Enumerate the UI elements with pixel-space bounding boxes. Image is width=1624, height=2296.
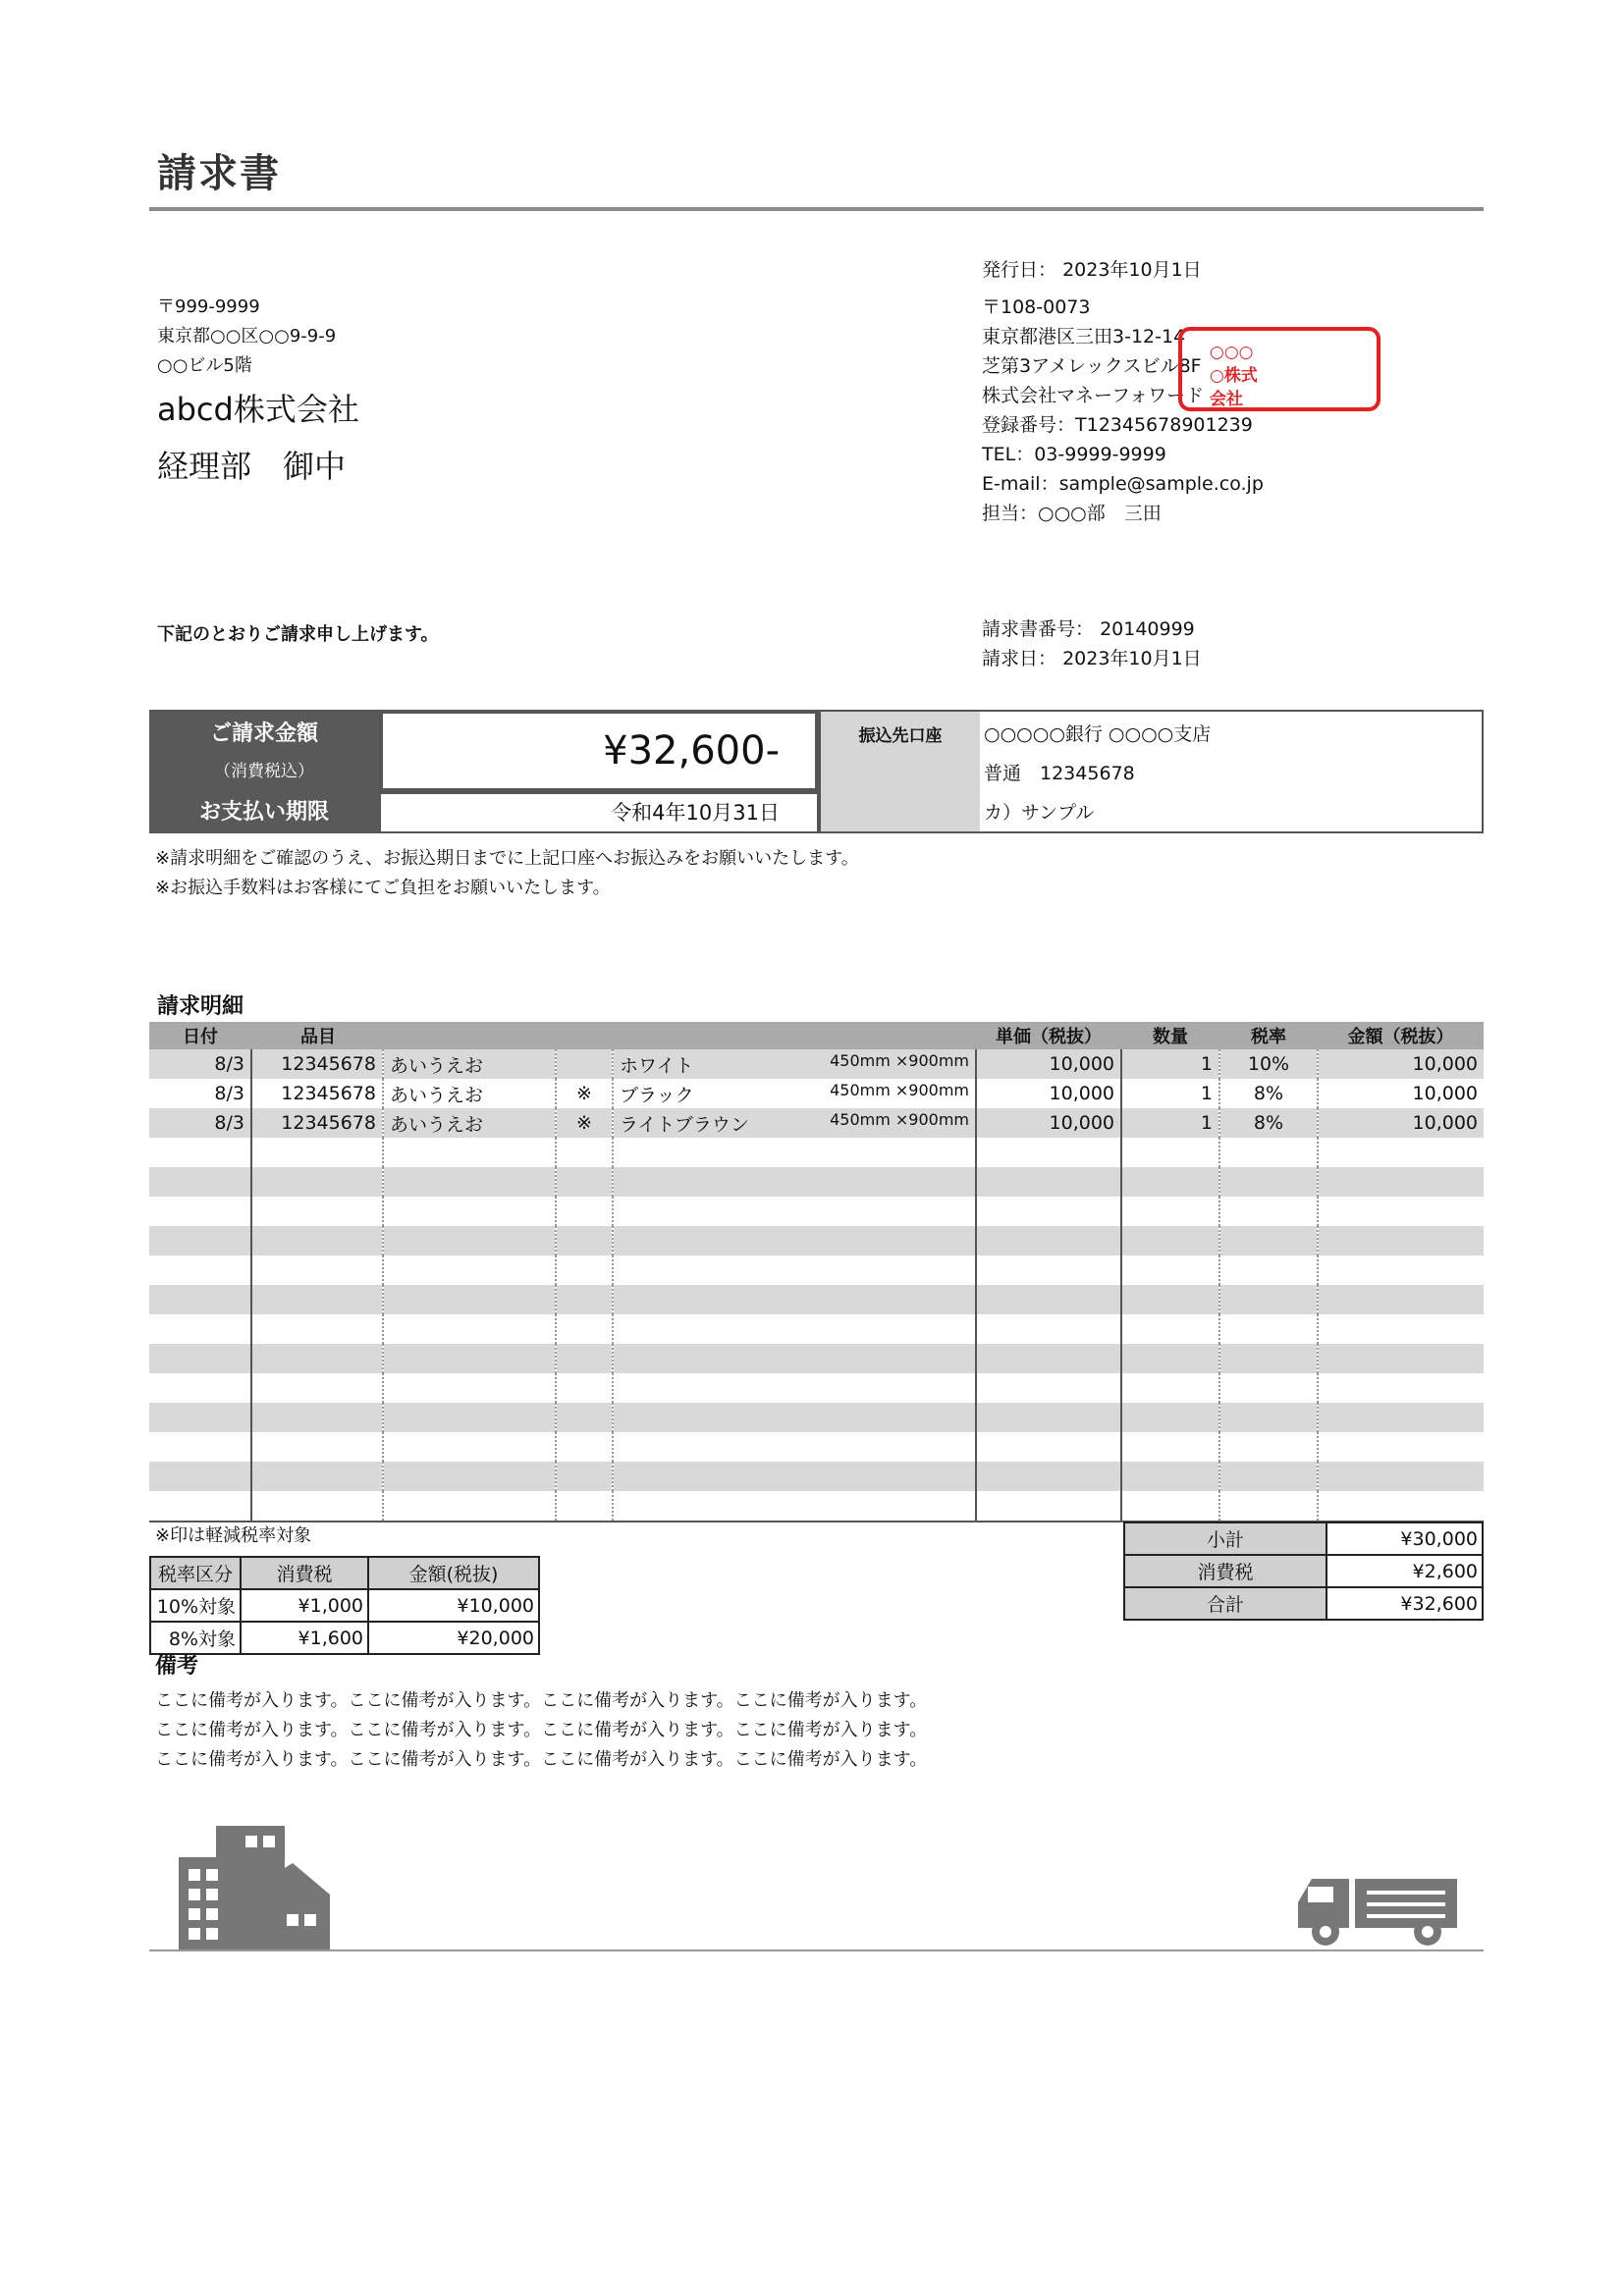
item-size: 450mm ×900mm — [830, 1080, 969, 1099]
cell-name: あいうえお — [383, 1079, 556, 1108]
item-color: ライトブラウン — [620, 1113, 749, 1136]
invoice-meta — [982, 614, 1202, 673]
tax-base-amount: ¥20,000 — [368, 1622, 539, 1654]
issuer-company: 株式会社マネーフォワード — [982, 385, 1205, 406]
cell-rate — [1219, 1255, 1318, 1285]
cell-date — [149, 1285, 251, 1314]
seal-line-3: 会社 — [1210, 390, 1243, 409]
due-date: 令和4年10月31日 — [379, 792, 819, 833]
table-row — [149, 1314, 1484, 1344]
cell-rate: 10% — [1219, 1049, 1318, 1079]
bank-box — [819, 710, 1484, 833]
cell-rate: 8% — [1219, 1079, 1318, 1108]
cell-color — [613, 1138, 976, 1167]
invoice-date-value: 2023年10月1日 — [1062, 648, 1202, 669]
bank-details — [984, 715, 1211, 832]
tax-base-amount: ¥10,000 — [368, 1589, 539, 1622]
cell-code — [251, 1462, 383, 1491]
issue-date-label: 発行日： — [982, 259, 1057, 281]
bank-label: 振込先口座 — [821, 712, 980, 831]
cell-amount — [1318, 1255, 1484, 1285]
cell-color — [613, 1491, 976, 1522]
cell-code — [251, 1255, 383, 1285]
cell-amount — [1318, 1344, 1484, 1373]
tax-breakdown-table — [149, 1556, 540, 1655]
cell-date — [149, 1344, 251, 1373]
cell-unit — [976, 1344, 1121, 1373]
cell-amount — [1318, 1491, 1484, 1522]
cell-amount — [1318, 1285, 1484, 1314]
tax-total-value: ¥2,600 — [1326, 1555, 1483, 1587]
cell-mark — [556, 1462, 613, 1491]
tax-col-amount: 金額(税抜) — [368, 1557, 539, 1589]
cell-name — [383, 1403, 556, 1432]
building-icon — [177, 1824, 334, 1949]
issuer-address-line2: 芝第3アメレックスビル8F — [982, 355, 1202, 377]
cell-qty: 1 — [1121, 1049, 1219, 1079]
cell-rate — [1219, 1432, 1318, 1462]
subtotal-value: ¥30,000 — [1326, 1522, 1483, 1555]
table-row — [149, 1403, 1484, 1432]
cell-qty — [1121, 1462, 1219, 1491]
col-quantity: 数量 — [1121, 1022, 1219, 1049]
cell-color — [613, 1314, 976, 1344]
cell-mark — [556, 1344, 613, 1373]
cell-rate — [1219, 1197, 1318, 1226]
cell-code: 12345678 — [251, 1079, 383, 1108]
table-row — [149, 1373, 1484, 1403]
cell-mark — [556, 1314, 613, 1344]
table-row — [149, 1167, 1484, 1197]
cell-unit: 10,000 — [976, 1108, 1121, 1138]
table-row — [149, 1197, 1484, 1226]
cell-mark: ※ — [556, 1108, 613, 1138]
tax-row — [150, 1622, 539, 1654]
cell-amount — [1318, 1373, 1484, 1403]
subtotal-label: 小計 — [1124, 1522, 1326, 1555]
cell-color — [613, 1197, 976, 1226]
table-row — [149, 1226, 1484, 1255]
cell-name — [383, 1226, 556, 1255]
cell-amount: 10,000 — [1318, 1079, 1484, 1108]
cell-date — [149, 1138, 251, 1167]
invoice-date-label: 請求日： — [982, 648, 1057, 669]
cell-qty — [1121, 1373, 1219, 1403]
cell-unit — [976, 1432, 1121, 1462]
intro-text: 下記のとおりご請求申し上げます。 — [157, 624, 439, 645]
table-row — [149, 1432, 1484, 1462]
cell-mark: ※ — [556, 1079, 613, 1108]
cell-rate — [1219, 1491, 1318, 1522]
client-address-line1: 東京都○○区○○9-9-9 — [157, 326, 337, 347]
issuer-tel: TEL：03-9999-9999 — [982, 444, 1166, 465]
cell-color — [613, 1167, 976, 1197]
cell-mark — [556, 1197, 613, 1226]
cell-rate — [1219, 1373, 1318, 1403]
truck-icon — [1294, 1873, 1461, 1949]
table-row — [149, 1138, 1484, 1167]
cell-code: 12345678 — [251, 1049, 383, 1079]
item-color: ブラック — [620, 1084, 694, 1106]
seal-line-2: ○株式 — [1210, 366, 1258, 386]
cell-qty — [1121, 1138, 1219, 1167]
table-row — [149, 1255, 1484, 1285]
table-row — [149, 1285, 1484, 1314]
cell-amount — [1318, 1432, 1484, 1462]
cell-unit — [976, 1491, 1121, 1522]
payment-notes — [155, 844, 859, 903]
cell-unit — [976, 1138, 1121, 1167]
tax-value: ¥1,600 — [241, 1622, 368, 1654]
cell-name — [383, 1432, 556, 1462]
cell-unit — [976, 1373, 1121, 1403]
cell-color — [613, 1344, 976, 1373]
cell-amount — [1318, 1226, 1484, 1255]
cell-name: あいうえお — [383, 1108, 556, 1138]
remarks-line: ここに備考が入ります。ここに備考が入ります。ここに備考が入ります。ここに備考が入ります。 — [155, 1720, 928, 1740]
item-size: 450mm ×900mm — [830, 1109, 969, 1129]
cell-mark — [556, 1285, 613, 1314]
cell-amount — [1318, 1197, 1484, 1226]
cell-code — [251, 1432, 383, 1462]
footer-divider — [149, 1949, 1484, 1951]
cell-rate — [1219, 1285, 1318, 1314]
grand-total-value: ¥32,600 — [1326, 1587, 1483, 1620]
amount-tax-note: （消費税込） — [214, 762, 314, 781]
cell-color — [613, 1462, 976, 1491]
cell-date — [149, 1491, 251, 1522]
invoice-number-label: 請求書番号： — [982, 618, 1095, 640]
cell-amount — [1318, 1403, 1484, 1432]
cell-date: 8/3 — [214, 1083, 244, 1104]
cell-amount — [1318, 1167, 1484, 1197]
cell-unit — [976, 1197, 1121, 1226]
tax-kind: 10%対象 — [150, 1589, 241, 1622]
issuer-email: E-mail：sample@sample.co.jp — [982, 473, 1264, 495]
cell-name — [383, 1344, 556, 1373]
cell-code — [251, 1491, 383, 1522]
client-address-line2: ○○ビル5階 — [157, 355, 252, 376]
invoice-date — [982, 644, 1202, 673]
cell-rate: 8% — [1219, 1108, 1318, 1138]
cell-date — [149, 1403, 251, 1432]
amount-label-cell — [149, 710, 379, 792]
cell-rate — [1219, 1462, 1318, 1491]
cell-date: 8/3 — [149, 1108, 251, 1138]
tax-row — [150, 1589, 539, 1622]
cell-unit — [976, 1403, 1121, 1432]
cell-code — [251, 1373, 383, 1403]
col-item: 品目 — [251, 1022, 976, 1049]
cell-name — [383, 1462, 556, 1491]
cell-name — [383, 1491, 556, 1522]
tax-total-label: 消費税 — [1124, 1555, 1326, 1587]
cell-qty — [1121, 1403, 1219, 1432]
cell-qty — [1121, 1197, 1219, 1226]
item-size: 450mm ×900mm — [830, 1050, 969, 1070]
cell-mark — [556, 1049, 613, 1079]
cell-name — [383, 1255, 556, 1285]
totals-table — [1123, 1522, 1484, 1621]
cell-qty — [1121, 1285, 1219, 1314]
cell-amount — [1318, 1462, 1484, 1491]
cell-date — [149, 1226, 251, 1255]
table-row — [149, 1491, 1484, 1522]
issuer-postal: 〒108-0073 — [982, 296, 1091, 318]
cell-date — [149, 1167, 251, 1197]
cell-mark — [556, 1403, 613, 1432]
page-title: 請求書 — [157, 151, 281, 196]
cell-date — [149, 1462, 251, 1491]
cell-unit — [976, 1462, 1121, 1491]
issuer-registration: 登録番号：T12345678901239 — [982, 414, 1253, 436]
table-row — [149, 1049, 1484, 1079]
cell-unit — [976, 1167, 1121, 1197]
payment-note-2: ※お振込手数料はお客様にてご負担をお願いいたします。 — [155, 878, 611, 898]
cell-color — [613, 1049, 976, 1079]
tax-col-tax: 消費税 — [241, 1557, 368, 1589]
cell-code — [251, 1167, 383, 1197]
cell-unit — [976, 1226, 1121, 1255]
invoice-number — [982, 614, 1202, 644]
issuer-contact: 担当：○○○部 三田 — [982, 503, 1162, 524]
cell-name — [383, 1285, 556, 1314]
cell-unit: 10,000 — [976, 1079, 1121, 1108]
cell-code — [251, 1403, 383, 1432]
cell-qty: 1 — [1121, 1079, 1219, 1108]
amount-value: ¥32,600- — [379, 710, 819, 792]
cell-name — [383, 1197, 556, 1226]
cell-qty — [1121, 1432, 1219, 1462]
cell-date — [149, 1432, 251, 1462]
cell-qty — [1121, 1226, 1219, 1255]
cell-code — [251, 1344, 383, 1373]
cell-date — [149, 1197, 251, 1226]
tax-col-kind: 税率区分 — [150, 1557, 241, 1589]
cell-name — [383, 1373, 556, 1403]
bank-account: 普通 12345678 — [984, 763, 1135, 784]
due-label: お支払い期限 — [149, 792, 379, 833]
cell-qty — [1121, 1255, 1219, 1285]
reduced-rate-note: ※印は軽減税率対象 — [155, 1525, 312, 1546]
table-row — [149, 1344, 1484, 1373]
detail-heading: 請求明細 — [157, 994, 244, 1019]
cell-code — [251, 1138, 383, 1167]
cell-unit — [976, 1255, 1121, 1285]
client-department: 経理部 御中 — [157, 448, 347, 485]
cell-code — [251, 1314, 383, 1344]
cell-color — [613, 1403, 976, 1432]
cell-amount: 10,000 — [1318, 1049, 1484, 1079]
cell-mark — [556, 1432, 613, 1462]
cell-date — [149, 1255, 251, 1285]
col-unit-price: 単価（税抜） — [976, 1022, 1121, 1049]
cell-amount — [1318, 1138, 1484, 1167]
cell-amount — [1318, 1314, 1484, 1344]
cell-date — [149, 1373, 251, 1403]
remarks-body — [155, 1686, 927, 1775]
cell-qty — [1121, 1344, 1219, 1373]
client-address — [157, 293, 336, 381]
cell-rate — [1219, 1403, 1318, 1432]
cell-code — [251, 1226, 383, 1255]
grand-total-label: 合計 — [1124, 1587, 1326, 1620]
col-date: 日付 — [149, 1022, 251, 1049]
remarks-heading: 備考 — [155, 1654, 199, 1679]
table-row — [149, 1079, 1484, 1108]
cell-color — [613, 1108, 976, 1138]
cell-color — [613, 1432, 976, 1462]
cell-name: あいうえお — [383, 1049, 556, 1079]
detail-table — [149, 1022, 1484, 1522]
table-row — [149, 1108, 1484, 1138]
cell-name — [383, 1314, 556, 1344]
cell-qty — [1121, 1314, 1219, 1344]
payment-note-1: ※請求明細をご確認のうえ、お振込期日までに上記口座へお振込みをお願いいたします。 — [155, 848, 859, 869]
cell-date — [149, 1314, 251, 1344]
cell-unit — [976, 1314, 1121, 1344]
cell-rate — [1219, 1314, 1318, 1344]
client-company: abcd株式会社 — [157, 391, 359, 428]
cell-name — [383, 1167, 556, 1197]
client-postal: 〒999-9999 — [157, 296, 260, 317]
cell-mark — [556, 1255, 613, 1285]
cell-unit: 10,000 — [976, 1049, 1121, 1079]
cell-qty — [1121, 1491, 1219, 1522]
cell-amount: 10,000 — [1318, 1108, 1484, 1138]
cell-qty — [1121, 1167, 1219, 1197]
remarks-line: ここに備考が入ります。ここに備考が入ります。ここに備考が入ります。ここに備考が入ります。 — [155, 1690, 928, 1711]
cell-unit — [976, 1285, 1121, 1314]
cell-qty: 1 — [1121, 1108, 1219, 1138]
cell-rate — [1219, 1344, 1318, 1373]
cell-mark — [556, 1167, 613, 1197]
cell-mark — [556, 1373, 613, 1403]
cell-rate — [1219, 1167, 1318, 1197]
cell-color — [613, 1255, 976, 1285]
cell-code — [251, 1285, 383, 1314]
bank-holder: カ）サンプル — [984, 802, 1095, 824]
title-divider — [149, 207, 1484, 211]
company-seal-stamp — [1178, 327, 1380, 411]
cell-code — [251, 1197, 383, 1226]
cell-code: 12345678 — [251, 1108, 383, 1138]
item-color: ホワイト — [620, 1054, 694, 1077]
table-row — [149, 1462, 1484, 1491]
cell-color — [613, 1373, 976, 1403]
cell-mark — [556, 1138, 613, 1167]
col-tax-rate: 税率 — [1219, 1022, 1318, 1049]
cell-rate — [1219, 1138, 1318, 1167]
cell-color — [613, 1226, 976, 1255]
tax-value: ¥1,000 — [241, 1589, 368, 1622]
cell-mark — [556, 1226, 613, 1255]
invoice-number-value: 20140999 — [1100, 618, 1195, 640]
company-seal-text — [1210, 341, 1258, 411]
bank-name: ○○○○○銀行 ○○○○支店 — [984, 723, 1212, 745]
cell-color — [613, 1285, 976, 1314]
tax-kind: 8%対象 — [150, 1622, 241, 1654]
issuer-address-line1: 東京都港区三田3-12-14 — [982, 326, 1186, 347]
cell-rate — [1219, 1226, 1318, 1255]
cell-date: 8/3 — [149, 1049, 251, 1079]
cell-name — [383, 1138, 556, 1167]
cell-mark — [556, 1491, 613, 1522]
issue-date-value: 2023年10月1日 — [1062, 259, 1202, 281]
remarks-line: ここに備考が入ります。ここに備考が入ります。ここに備考が入ります。ここに備考が入ります。 — [155, 1749, 928, 1770]
seal-line-1: ○○○ — [1210, 343, 1254, 362]
issue-date — [982, 255, 1202, 285]
amount-label: ご請求金額 — [209, 721, 318, 746]
col-amount: 金額（税抜） — [1318, 1022, 1484, 1049]
cell-color — [613, 1079, 976, 1108]
